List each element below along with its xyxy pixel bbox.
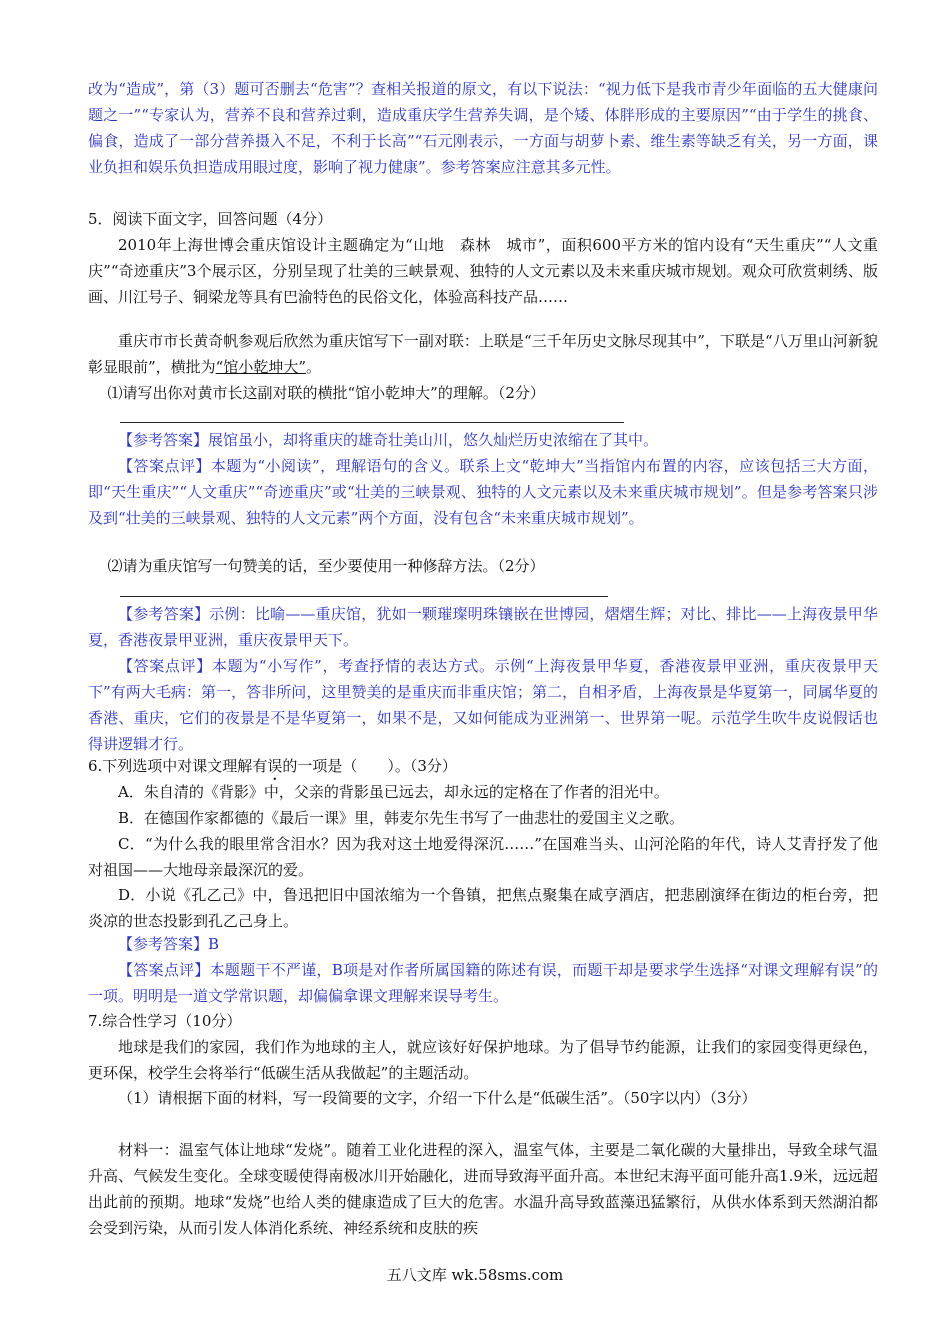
- sub1-answer-comment: 【答案点评】本题为“小阅读”，理解语句的含义。联系上文“乾坤大”当指馆内布置的内容，应该包括三大方面，即“天生重庆”“人文重庆”“奇迹重庆”或“壮美的三峡景观、独特的人文元素以及未来重庆城市规划”。但是参考答案只涉及到“壮美的三峡景观、独特的人文元素”两个方面，没有包含“未来重庆城市规划”。: [88, 457, 878, 527]
- couplet-text: 重庆市市长黄奇帆参观后欣然为重庆馆写下一副对联：上联是“三千年历史文脉尽现其中”，下联是“八万里山河新貌彰显眼前”，横批为: [88, 332, 878, 376]
- sub2-answer-comment: 【答案点评】本题为“小写作”，考查抒情的表达方式。示例“上海夜景甲华夏，香港夜景甲亚洲，重庆夜景甲天下”有两大毛病：第一，答非所问，这里赞美的是重庆而非重庆馆；第二，自相矛盾，上海夜景是华夏第一，同属华夏的香港、重庆，它们的夜景是不是华夏第一，如果不是，又如何能成为亚洲第一、世界第一呢。示范学生吹牛皮说假话也得讲逻辑才行。: [88, 657, 878, 753]
- answer-line-1: [120, 422, 624, 423]
- sub2-reference-answer: 【参考答案】示例：比喻——重庆馆，犹如一颗璀璨明珠镶嵌在世博园，熠熠生辉；对比、排比——上海夜景甲华夏，香港夜景甲亚洲，重庆夜景甲天下。: [88, 605, 878, 649]
- question-5-passage: 2010年上海世博会重庆馆设计主题确定为“山地 森林 城市”，面积600平方米的馆内设有“天生重庆”“人文重庆”“奇迹重庆”3个展示区，分别呈现了壮美的三峡景观、独特的人文元素以及未来重庆城市规划。观众可欣赏刺绣、版画、川江号子、铜梁龙等具有巴渝特色的民俗文化，体验高科技产品……: [88, 236, 878, 306]
- option-d: D．小说《孔乙己》中，鲁迅把旧中国浓缩为一个鲁镇，把焦点聚集在咸亨酒店，把悲剧演绎在街边的柜台旁，把炎凉的世态投影到孔乙己身上。: [88, 886, 878, 930]
- question-7-heading: 7.综合性学习（10分）: [88, 1012, 242, 1030]
- page-footer: 五八文库 wk.58sms.com: [386, 1266, 564, 1284]
- question-5-couplet-paragraph: [88, 328, 878, 380]
- q6-heading-tail: 的一项是（ ）。（3分）: [282, 757, 457, 775]
- question-7-intro: 地球是我们的家园，我们作为地球的主人，就应该好好保护地球。为了倡导节约能源，让我们的家园变得更绿色，更环保，校学生会将举行“低碳生活从我做起”的主题活动。: [88, 1038, 878, 1082]
- question-5-sub1: ⑴请写出你对黄市长这副对联的横批“馆小乾坤大”的理解。（2分）: [107, 384, 545, 402]
- option-b: B．在德国作家都德的《最后一课》里，韩麦尔先生书写了一曲悲壮的爱国主义之歌。: [118, 809, 685, 827]
- question-5-sub2: ⑵请为重庆馆写一句赞美的话，至少要使用一种修辞方法。（2分）: [107, 557, 545, 575]
- couplet-banner: “馆小乾坤大”: [215, 358, 307, 376]
- q6-heading-text: 6.下列选项中对课文理解有: [88, 757, 268, 775]
- question-6-reference-answer: 【参考答案】B: [118, 935, 220, 953]
- couplet-end: 。: [306, 358, 322, 376]
- sub1-reference-answer: 【参考答案】展馆虽小，却将重庆的雄奇壮美山川，悠久灿烂历史浓缩在了其中。: [118, 431, 659, 449]
- question-6-answer-comment: 【答案点评】本题题干不严谨，B项是对作者所属国籍的陈述有误，而题干却是要求学生选择“对课文理解有误”的一项。明明是一道文学常识题，却偏偏拿课文理解来误导考生。: [88, 961, 878, 1005]
- question-7-sub1: （1）请根据下面的材料，写一段简要的文字，介绍一下什么是“低碳生活”。（50字以内）（3分）: [118, 1089, 757, 1107]
- q6-emphasis-char: 误: [267, 757, 283, 775]
- answer-line-2: [120, 596, 608, 597]
- continued-commentary: 改为“造成”，第（3）题可否删去“危害”？查相关报道的原文，有以下说法：“视力低下是我市青少年面临的五大健康问题之一”“专家认为，营养不良和营养过剩，造成重庆学生营养失调，是个矮、体胖形成的主要原因”“由于学生的挑食、偏食，造成了一部分营养摄入不足，不利于长高”“石元刚表示，一方面与胡萝卜素、维生素等缺乏有关，另一方面，课业负担和娱乐负担造成用眼过度，影响了视力健康”。参考答案应注意其多元性。: [88, 80, 878, 176]
- question-5-heading: 5．阅读下面文字，回答问题（4分）: [88, 210, 333, 228]
- option-c: C．“为什么我的眼里常含泪水？因为我对这土地爱得深沉……”在国难当头、山河沦陷的年代，诗人艾青抒发了他对祖国——大地母亲最深沉的爱。: [88, 835, 878, 879]
- option-a: A．朱自清的《背影》中，父亲的背影虽已远去，却永远的定格在了作者的泪光中。: [118, 783, 669, 801]
- material-one: 材料一：温室气体让地球“发烧”。随着工业化进程的深入，温室气体，主要是二氧化碳的大量排出，导致全球气温升高、气候发生变化。全球变暖使得南极冰川开始融化，进而导致海平面升高。本世纪末海平面可能升高1.9米，远远超出此前的预期。地球“发烧”也给人类的健康造成了巨大的危害。水温升高导致蓝藻迅猛繁衍，从供水体系到天然湖泊都会受到污染，从而引发人体消化系统、神经系统和皮肤的疾: [88, 1141, 878, 1237]
